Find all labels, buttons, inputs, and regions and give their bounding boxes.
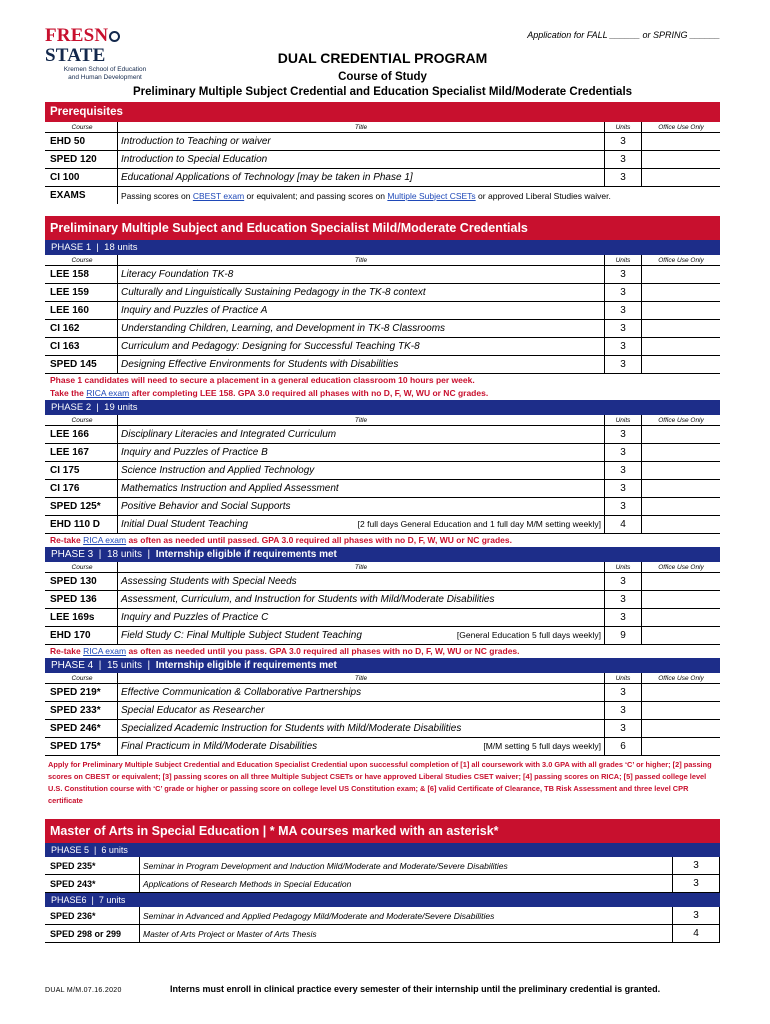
phase-6-table xyxy=(45,907,720,943)
table-row xyxy=(45,609,720,627)
col-units: Units xyxy=(605,562,642,573)
col-units: Units xyxy=(605,673,642,684)
logo-o-icon xyxy=(109,31,120,42)
course-code: CI 100 xyxy=(45,169,118,187)
office-use-cell[interactable] xyxy=(642,133,721,151)
phase-3-table xyxy=(45,562,720,645)
course-units: 3 xyxy=(673,907,720,925)
course-code: SPED 125* xyxy=(45,498,118,516)
course-units: 3 xyxy=(605,284,642,302)
course-code: LEE 166 xyxy=(45,426,118,444)
table-row xyxy=(45,738,720,756)
phase-2-note-rica xyxy=(45,534,720,547)
office-use-cell[interactable] xyxy=(642,480,721,498)
office-use-cell[interactable] xyxy=(642,498,721,516)
course-units: 3 xyxy=(605,591,642,609)
course-title: Inquiry and Puzzles of Practice B xyxy=(118,444,605,462)
office-use-cell[interactable] xyxy=(642,702,721,720)
course-code: CI 163 xyxy=(45,338,118,356)
table-row xyxy=(45,338,720,356)
course-units: 3 xyxy=(605,684,642,702)
note-text: Re-take xyxy=(50,535,84,545)
course-code: CI 162 xyxy=(45,320,118,338)
ma-heading: Master of Arts in Special Education | * MA courses marked with an asterisk* xyxy=(45,819,720,843)
phase-units: 18 units xyxy=(104,242,138,253)
course-units: 3 xyxy=(605,302,642,320)
course-code: LEE 169s xyxy=(45,609,118,627)
credential-application-note: Apply for Preliminary Multiple Subject Credential and Education Specialist Credential upon successful completion of [1] all coursework with 3.0 GPA with all grades ‘C’ or higher; [2] passing scores on CBEST or equivalent; [3] passing scores on all three Multiple Subject CSETs or have approved Liberal Studies CSET waiver; [4] passing scores on RICA; [5] passed college level U.S. Constitution course with ‘C’ grade or higher or passing score on college level US Constitution exam; & [6] valid Certificate of Clearance, TB Risk Assessment and three level CPR certificate xyxy=(48,760,712,805)
course-title: Culturally and Linguistically Sustaining Pedagogy in the TK-8 context xyxy=(118,284,605,302)
course-code: CI 175 xyxy=(45,462,118,480)
logo-fresno: FRESN xyxy=(45,25,109,46)
office-use-cell[interactable] xyxy=(642,151,721,169)
course-units: 3 xyxy=(605,462,642,480)
table-row xyxy=(45,857,720,875)
course-units: 3 xyxy=(605,720,642,738)
course-code: SPED 246* xyxy=(45,720,118,738)
office-use-cell[interactable] xyxy=(642,444,721,462)
course-title: Educational Applications of Technology [may be taken in Phase 1] xyxy=(118,169,605,187)
phase-label: PHASE 3 xyxy=(51,549,94,560)
course-title: Literacy Foundation TK-8 xyxy=(118,266,605,284)
phase-3-bar: PHASE 3 | 18 units | Internship eligible if requirements met xyxy=(45,547,720,562)
course-title: Assessing Students with Special Needs xyxy=(118,573,605,591)
office-use-cell[interactable] xyxy=(642,356,721,374)
phase-label: PHASE 2 xyxy=(51,402,92,413)
course-title: Mathematics Instruction and Applied Assessment xyxy=(118,480,605,498)
phase-label: PHASE6 xyxy=(51,895,87,905)
course-title-with-note xyxy=(118,738,605,756)
course-code: EHD 110 D xyxy=(45,516,118,534)
phase-units: 19 units xyxy=(104,402,138,413)
course-code: SPED 120 xyxy=(45,151,118,169)
table-row xyxy=(45,907,720,925)
office-use-cell[interactable] xyxy=(642,426,721,444)
phase-units: 18 units xyxy=(106,549,142,560)
column-header-row xyxy=(45,415,720,426)
course-title: Curriculum and Pedagogy: Designing for Successful Teaching TK-8 xyxy=(118,338,605,356)
phase-5-table xyxy=(45,857,720,893)
course-units: 3 xyxy=(605,133,642,151)
column-header-row xyxy=(45,673,720,684)
table-row xyxy=(45,498,720,516)
logo-state: STATE xyxy=(45,45,106,66)
course-units: 3 xyxy=(673,857,720,875)
preliminary-credentials-heading: Preliminary Multiple Subject and Education Specialist Mild/Moderate Credentials xyxy=(45,216,720,240)
col-title: Title xyxy=(118,415,605,426)
col-course: Course xyxy=(45,415,118,426)
note-text: as often as needed until passed. GPA 3.0 required all phases with no D, F, W, WU or NC grades. xyxy=(126,535,512,545)
prerequisites-table xyxy=(45,122,720,204)
course-title: Disciplinary Literacies and Integrated Curriculum xyxy=(118,426,605,444)
course-title: Inquiry and Puzzles of Practice C xyxy=(118,609,605,627)
table-row xyxy=(45,591,720,609)
course-units: 6 xyxy=(605,738,642,756)
course-units: 3 xyxy=(605,151,642,169)
col-title: Title xyxy=(118,673,605,684)
table-row xyxy=(45,684,720,702)
table-row xyxy=(45,720,720,738)
col-units: Units xyxy=(605,415,642,426)
course-title: Inquiry and Puzzles of Practice A xyxy=(118,302,605,320)
internship-eligible-text: Internship eligible if requirements met xyxy=(155,549,337,560)
office-use-cell[interactable] xyxy=(642,627,721,645)
course-units: 3 xyxy=(605,320,642,338)
col-office: Office Use Only xyxy=(642,122,721,133)
course-code: EHD 170 xyxy=(45,627,118,645)
office-use-cell[interactable] xyxy=(642,284,721,302)
course-units: 4 xyxy=(605,516,642,534)
col-office: Office Use Only xyxy=(642,255,721,266)
course-title-with-note xyxy=(118,516,605,534)
course-units: 3 xyxy=(605,702,642,720)
col-office: Office Use Only xyxy=(642,562,721,573)
course-code: SPED 136 xyxy=(45,591,118,609)
office-use-cell[interactable] xyxy=(642,609,721,627)
table-row xyxy=(45,356,720,374)
course-code: SPED 219* xyxy=(45,684,118,702)
phase-label: PHASE 1 xyxy=(51,242,92,253)
course-units: 3 xyxy=(605,573,642,591)
table-row xyxy=(45,426,720,444)
course-title: Positive Behavior and Social Supports xyxy=(118,498,605,516)
phase-units: 7 units xyxy=(98,895,126,905)
phase-2-bar: PHASE 2 | 19 units xyxy=(45,400,720,415)
course-code: LEE 167 xyxy=(45,444,118,462)
table-row xyxy=(45,480,720,498)
course-title: Field Study C: Final Multiple Subject Student Teaching xyxy=(121,630,362,641)
office-use-cell[interactable] xyxy=(642,720,721,738)
application-term-line: Application for FALL ______ or SPRING ______ xyxy=(527,30,720,40)
course-title: Seminar in Program Development and Induction Mild/Moderate and Moderate/Severe Disabilities xyxy=(140,857,673,875)
course-title: Special Educator as Researcher xyxy=(118,702,605,720)
col-course: Course xyxy=(45,122,118,133)
cbest-exam-link[interactable]: CBEST exam xyxy=(192,190,245,201)
course-title: Specialized Academic Instruction for Students with Mild/Moderate Disabilities xyxy=(118,720,605,738)
table-row xyxy=(45,133,720,151)
col-office: Office Use Only xyxy=(642,673,721,684)
course-title-with-note xyxy=(118,627,605,645)
course-code: SPED 233* xyxy=(45,702,118,720)
col-title: Title xyxy=(118,122,605,133)
intern-enrollment-notice: Interns must enroll in clinical practice every semester of their internship until the preliminary credential is granted. xyxy=(170,984,661,994)
table-row xyxy=(45,444,720,462)
course-code: EXAMS xyxy=(45,187,118,205)
office-use-cell[interactable] xyxy=(642,684,721,702)
phase-3-note-rica xyxy=(45,645,720,658)
course-units: 9 xyxy=(605,627,642,645)
phase-1-table xyxy=(45,255,720,374)
cset-link[interactable]: Multiple Subject CSETs xyxy=(387,190,476,201)
table-row xyxy=(45,302,720,320)
table-row xyxy=(45,516,720,534)
course-code: CI 176 xyxy=(45,480,118,498)
column-header-row xyxy=(45,562,720,573)
course-code: SPED 235* xyxy=(45,857,140,875)
course-title: Introduction to Teaching or waiver xyxy=(118,133,605,151)
phase-units: 6 units xyxy=(101,845,128,855)
exams-text-2: or equivalent; and passing scores on xyxy=(244,190,388,201)
office-use-cell[interactable] xyxy=(642,169,721,187)
prerequisites-heading: Prerequisites xyxy=(45,102,720,122)
office-use-cell[interactable] xyxy=(642,462,721,480)
note-text: after completing LEE 158. GPA 3.0 required all phases with no D, F, W, WU or NC grades. xyxy=(129,388,489,398)
office-use-cell[interactable] xyxy=(642,516,721,534)
phase-1-note-placement: Phase 1 candidates will need to secure a placement in a general education classroom 10 hours per week. xyxy=(50,375,475,385)
column-header-row xyxy=(45,255,720,266)
col-units: Units xyxy=(605,122,642,133)
course-title: Assessment, Curriculum, and Instruction for Students with Mild/Moderate Disabilities xyxy=(118,591,605,609)
course-units: 3 xyxy=(605,266,642,284)
col-office: Office Use Only xyxy=(642,415,721,426)
column-header-row xyxy=(45,122,720,133)
col-units: Units xyxy=(605,255,642,266)
course-schedule-note: [M/M setting 5 full days weekly] xyxy=(483,741,601,751)
course-units: 3 xyxy=(605,338,642,356)
course-title: Effective Communication & Collaborative Partnerships xyxy=(118,684,605,702)
col-title: Title xyxy=(118,562,605,573)
table-row xyxy=(45,875,720,893)
course-title: Master of Arts Project or Master of Arts Thesis xyxy=(140,925,673,943)
course-units: 3 xyxy=(673,875,720,893)
exams-description xyxy=(118,187,721,205)
page-subtitle: Course of Study xyxy=(338,71,427,83)
phase-label: PHASE 4 xyxy=(51,660,94,671)
col-course: Course xyxy=(45,673,118,684)
phase-4-table xyxy=(45,673,720,756)
logo-line-2: and Human Development xyxy=(68,73,142,81)
course-units: 4 xyxy=(673,925,720,943)
rica-exam-link[interactable]: RICA exam xyxy=(83,535,127,545)
office-use-cell[interactable] xyxy=(642,266,721,284)
course-title: Introduction to Special Education xyxy=(118,151,605,169)
fresno-state-logo xyxy=(45,26,170,81)
phase-5-bar: PHASE 5 | 6 units xyxy=(45,843,720,857)
table-row xyxy=(45,627,720,645)
course-units: 3 xyxy=(605,169,642,187)
phase-units: 15 units xyxy=(106,660,142,671)
exams-text-3: or approved Liberal Studies waiver. xyxy=(475,190,611,201)
course-code: LEE 158 xyxy=(45,266,118,284)
course-title: Applications of Research Methods in Special Education xyxy=(140,875,673,893)
course-code: LEE 159 xyxy=(45,284,118,302)
col-course: Course xyxy=(45,562,118,573)
table-row xyxy=(45,151,720,169)
course-code: SPED 243* xyxy=(45,875,140,893)
course-title: Final Practicum in Mild/Moderate Disabilities xyxy=(121,741,318,752)
office-use-cell[interactable] xyxy=(642,320,721,338)
table-row xyxy=(45,284,720,302)
exams-text-1: Passing scores on xyxy=(121,190,193,201)
course-code: SPED 175* xyxy=(45,738,118,756)
course-units: 3 xyxy=(605,444,642,462)
logo-line-1: Kremen School of Education xyxy=(63,66,147,73)
col-title: Title xyxy=(118,255,605,266)
table-row xyxy=(45,266,720,284)
phase-2-table xyxy=(45,415,720,534)
office-use-cell[interactable] xyxy=(642,738,721,756)
course-code: SPED 236* xyxy=(45,907,140,925)
page-title: DUAL CREDENTIAL PROGRAM xyxy=(277,50,488,66)
phase-6-bar: PHASE6 | 7 units xyxy=(45,893,720,907)
course-units: 3 xyxy=(605,498,642,516)
rica-exam-link[interactable]: RICA exam xyxy=(83,646,127,656)
table-row-exams xyxy=(45,187,720,205)
internship-eligible-text: Internship eligible if requirements met xyxy=(155,660,337,671)
course-title: Designing Effective Environments for Students with Disabilities xyxy=(118,356,605,374)
table-row xyxy=(45,573,720,591)
course-code: SPED 145 xyxy=(45,356,118,374)
course-schedule-note: [General Education 5 full days weekly] xyxy=(456,630,601,640)
phase-1-bar: PHASE 1 | 18 units xyxy=(45,240,720,255)
col-course: Course xyxy=(45,255,118,266)
course-code: SPED 298 or 299 xyxy=(45,925,140,943)
course-schedule-note: [2 full days General Education and 1 full day M/M setting weekly] xyxy=(357,519,601,529)
table-row xyxy=(45,462,720,480)
office-use-cell[interactable] xyxy=(642,573,721,591)
course-title: Science Instruction and Applied Technology xyxy=(118,462,605,480)
office-use-cell[interactable] xyxy=(642,338,721,356)
office-use-cell[interactable] xyxy=(642,302,721,320)
course-units: 3 xyxy=(605,356,642,374)
table-row xyxy=(45,925,720,943)
course-title: Seminar in Advanced and Applied Pedagogy Mild/Moderate and Moderate/Severe Disabilities xyxy=(140,907,673,925)
phase-1-note-rica xyxy=(45,387,720,400)
document-code: DUAL M/M.07.16.2020 xyxy=(45,987,122,994)
course-units: 3 xyxy=(605,426,642,444)
course-code: SPED 130 xyxy=(45,573,118,591)
table-row xyxy=(45,169,720,187)
note-text: Re-take xyxy=(50,646,84,656)
course-title: Understanding Children, Learning, and Development in TK-8 Classrooms xyxy=(118,320,605,338)
note-text: as often as needed until you pass. GPA 3.0 required all phases with no D, F, W, WU or NC grades. xyxy=(126,646,520,656)
course-units: 3 xyxy=(605,480,642,498)
page xyxy=(45,26,720,943)
phase-4-bar: PHASE 4 | 15 units | Internship eligible if requirements met xyxy=(45,658,720,673)
course-units: 3 xyxy=(605,609,642,627)
course-code: LEE 160 xyxy=(45,302,118,320)
page-subtitle-2: Preliminary Multiple Subject Credential and Education Specialist Mild/Moderate Credentials xyxy=(132,86,633,98)
table-row xyxy=(45,320,720,338)
course-code: EHD 50 xyxy=(45,133,118,151)
course-title: Initial Dual Student Teaching xyxy=(121,519,248,530)
note-text: Take the xyxy=(50,388,87,398)
rica-exam-link[interactable]: RICA exam xyxy=(86,388,130,398)
phase-label: PHASE 5 xyxy=(51,845,90,855)
office-use-cell[interactable] xyxy=(642,591,721,609)
table-row xyxy=(45,702,720,720)
